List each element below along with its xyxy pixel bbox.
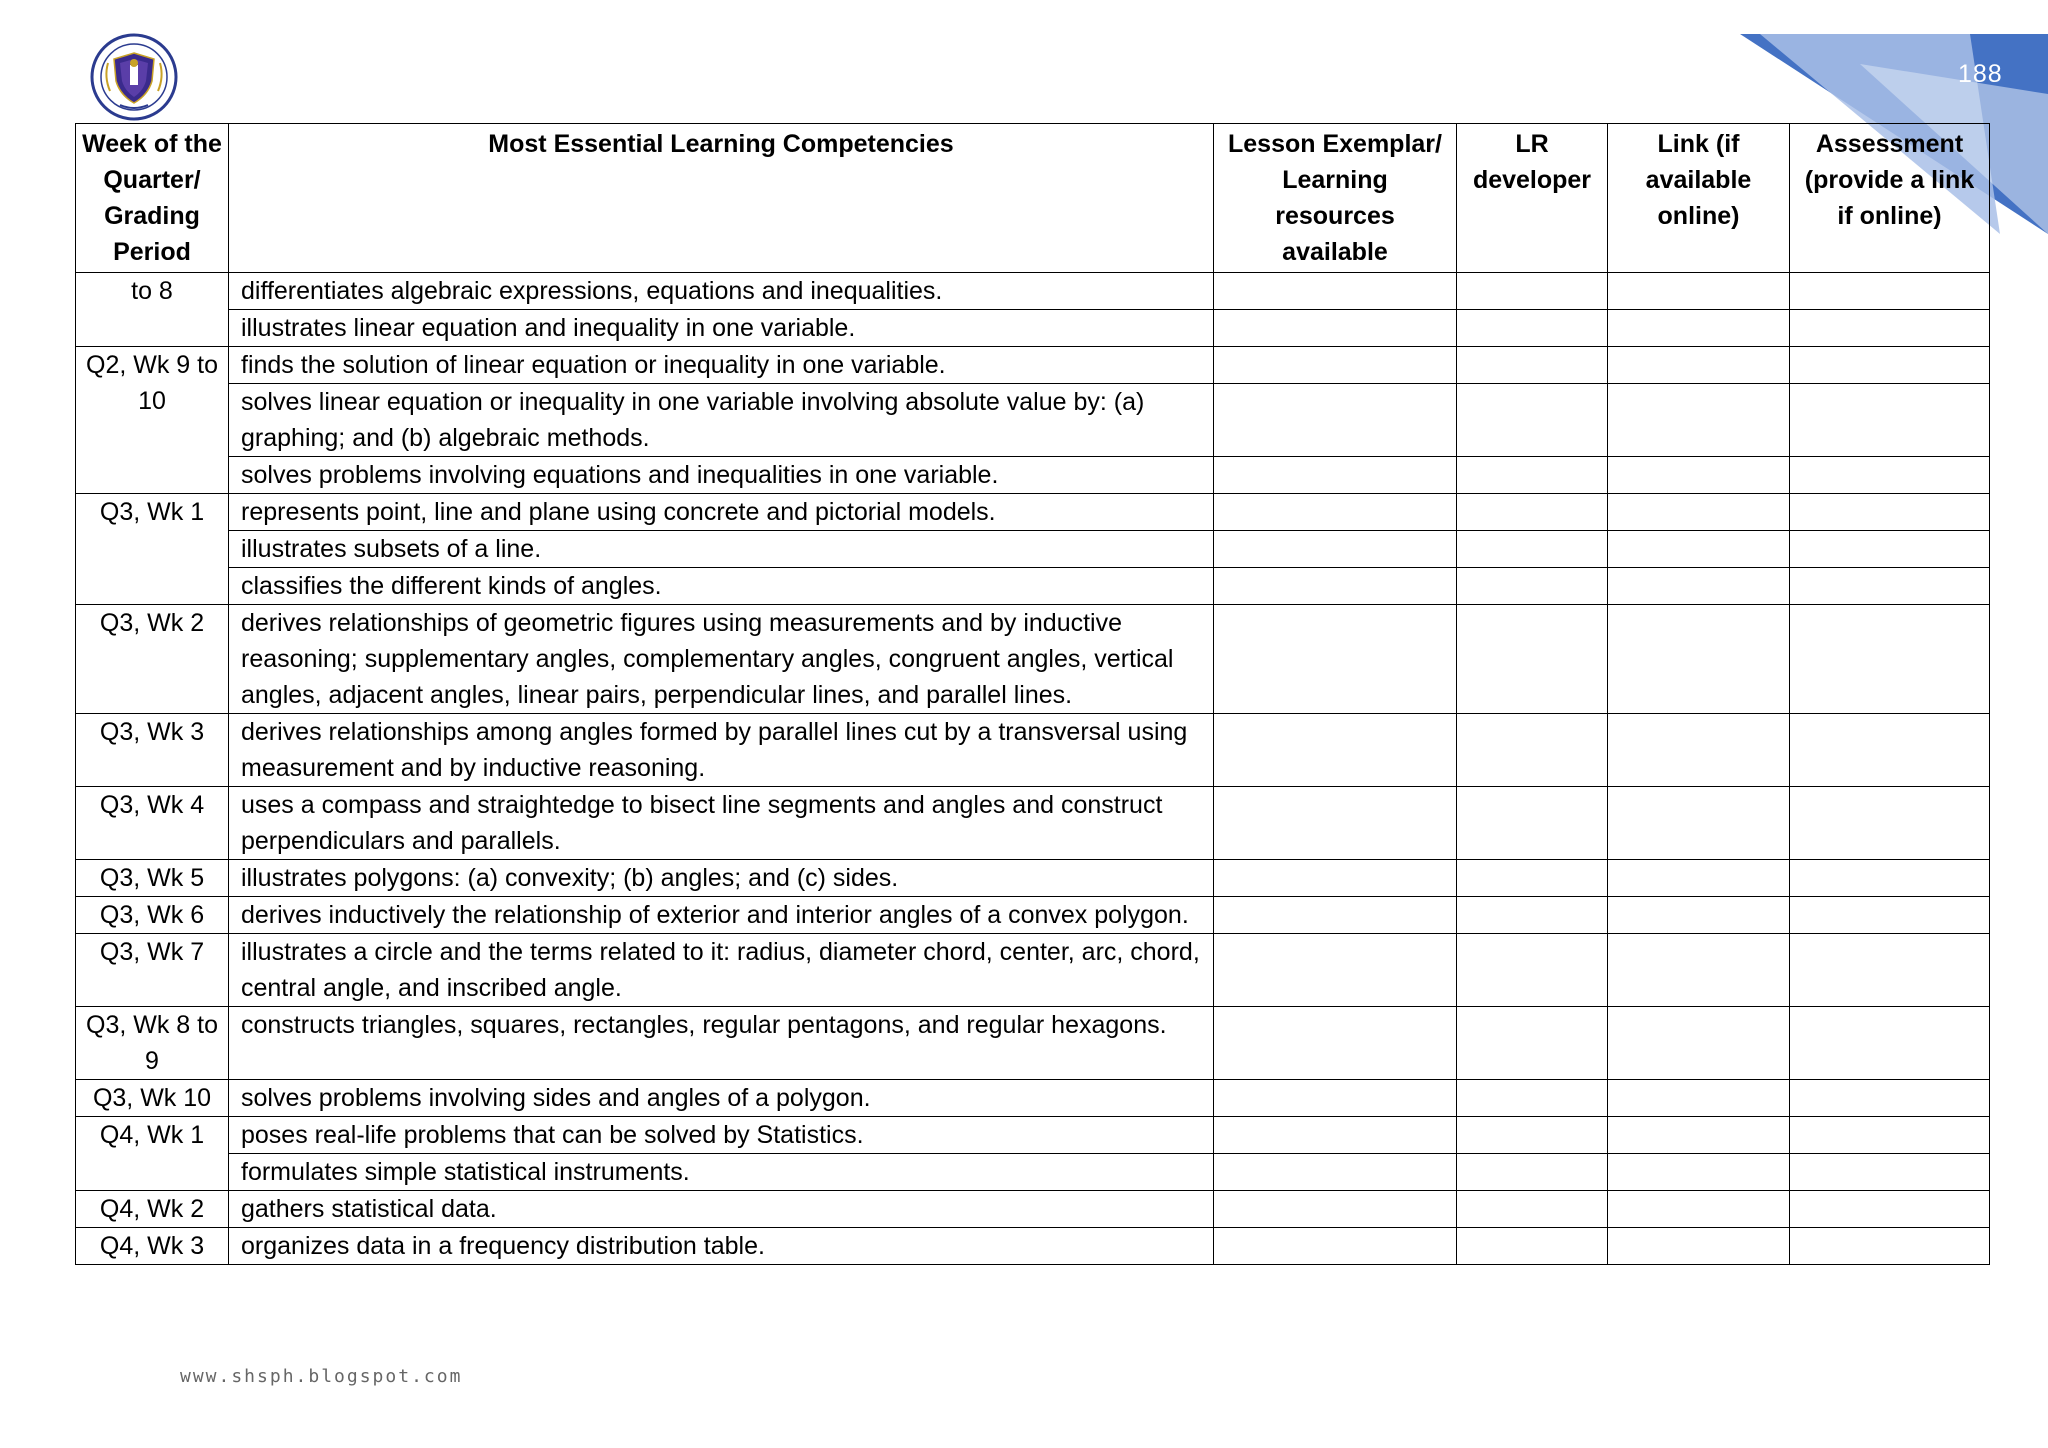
lr-developer-cell [1457, 347, 1608, 384]
footer-watermark-url: www.shsph.blogspot.com [180, 1366, 463, 1387]
link-cell [1608, 1154, 1790, 1191]
table-header-row [76, 124, 1990, 273]
competency-cell: solves problems involving sides and angles of a polygon. [229, 1080, 1214, 1117]
competency-cell: gathers statistical data. [229, 1191, 1214, 1228]
assessment-cell [1790, 860, 1990, 897]
competency-cell: constructs triangles, squares, rectangles, regular pentagons, and regular hexagons. [229, 1007, 1214, 1080]
table-row [76, 273, 1990, 310]
week-cell: Q3, Wk 8 to 9 [76, 1007, 229, 1080]
lesson-exemplar-cell [1214, 568, 1457, 605]
assessment-cell [1790, 1228, 1990, 1265]
assessment-cell [1790, 714, 1990, 787]
competency-cell: finds the solution of linear equation or inequality in one variable. [229, 347, 1214, 384]
week-cell: Q3, Wk 4 [76, 787, 229, 860]
header-link: Link (if available online) [1608, 124, 1790, 273]
table-row [76, 1228, 1990, 1265]
lr-developer-cell [1457, 1117, 1608, 1154]
link-cell [1608, 605, 1790, 714]
assessment-cell [1790, 1117, 1990, 1154]
assessment-cell [1790, 897, 1990, 934]
table-row [76, 1007, 1990, 1080]
lesson-exemplar-cell [1214, 273, 1457, 310]
table-row [76, 787, 1990, 860]
week-cell: Q4, Wk 3 [76, 1228, 229, 1265]
week-cell: Q2, Wk 9 to 10 [76, 347, 229, 494]
lesson-exemplar-cell [1214, 1191, 1457, 1228]
lesson-exemplar-cell [1214, 787, 1457, 860]
link-cell [1608, 714, 1790, 787]
table-row [76, 605, 1990, 714]
link-cell [1608, 310, 1790, 347]
table-row [76, 1117, 1990, 1154]
competency-cell: classifies the different kinds of angles. [229, 568, 1214, 605]
assessment-cell [1790, 1080, 1990, 1117]
competency-cell: illustrates polygons: (a) convexity; (b) angles; and (c) sides. [229, 860, 1214, 897]
lr-developer-cell [1457, 384, 1608, 457]
lesson-exemplar-cell [1214, 1007, 1457, 1080]
table-row [76, 384, 1990, 457]
lesson-exemplar-cell [1214, 605, 1457, 714]
assessment-cell [1790, 787, 1990, 860]
table-row [76, 310, 1990, 347]
table-row [76, 860, 1990, 897]
week-cell: Q3, Wk 5 [76, 860, 229, 897]
lr-developer-cell [1457, 934, 1608, 1007]
lesson-exemplar-cell [1214, 1080, 1457, 1117]
table-row [76, 1154, 1990, 1191]
lesson-exemplar-cell [1214, 860, 1457, 897]
lesson-exemplar-cell [1214, 1228, 1457, 1265]
assessment-cell [1790, 384, 1990, 457]
page-number: 188 [1958, 60, 2003, 88]
week-cell: Q3, Wk 10 [76, 1080, 229, 1117]
assessment-cell [1790, 1007, 1990, 1080]
assessment-cell [1790, 347, 1990, 384]
link-cell [1608, 1228, 1790, 1265]
lr-developer-cell [1457, 457, 1608, 494]
lr-developer-cell [1457, 273, 1608, 310]
lesson-exemplar-cell [1214, 494, 1457, 531]
lesson-exemplar-cell [1214, 897, 1457, 934]
week-cell: Q3, Wk 6 [76, 897, 229, 934]
table-row [76, 1191, 1990, 1228]
competency-cell: illustrates subsets of a line. [229, 531, 1214, 568]
lr-developer-cell [1457, 860, 1608, 897]
header-week: Week of the Quarter/ Grading Period [76, 124, 229, 273]
lr-developer-cell [1457, 531, 1608, 568]
lesson-exemplar-cell [1214, 384, 1457, 457]
competency-cell: represents point, line and plane using concrete and pictorial models. [229, 494, 1214, 531]
week-cell: Q3, Wk 2 [76, 605, 229, 714]
week-cell: to 8 [76, 273, 229, 347]
lr-developer-cell [1457, 714, 1608, 787]
assessment-cell [1790, 568, 1990, 605]
table-row [76, 347, 1990, 384]
link-cell [1608, 494, 1790, 531]
link-cell [1608, 457, 1790, 494]
header-assessment: Assessment (provide a link if online) [1790, 124, 1990, 273]
link-cell [1608, 897, 1790, 934]
table-row [76, 494, 1990, 531]
table-row [76, 568, 1990, 605]
link-cell [1608, 1007, 1790, 1080]
table-row [76, 934, 1990, 1007]
competency-cell: differentiates algebraic expressions, equations and inequalities. [229, 273, 1214, 310]
link-cell [1608, 1080, 1790, 1117]
link-cell [1608, 860, 1790, 897]
lr-developer-cell [1457, 1007, 1608, 1080]
competency-cell: solves problems involving equations and inequalities in one variable. [229, 457, 1214, 494]
lesson-exemplar-cell [1214, 1154, 1457, 1191]
assessment-cell [1790, 1154, 1990, 1191]
lesson-exemplar-cell [1214, 457, 1457, 494]
lesson-exemplar-cell [1214, 531, 1457, 568]
lr-developer-cell [1457, 494, 1608, 531]
week-cell: Q4, Wk 2 [76, 1191, 229, 1228]
link-cell [1608, 531, 1790, 568]
table-row [76, 714, 1990, 787]
melc-table [75, 123, 1990, 1265]
link-cell [1608, 787, 1790, 860]
assessment-cell [1790, 273, 1990, 310]
lr-developer-cell [1457, 787, 1608, 860]
lesson-exemplar-cell [1214, 934, 1457, 1007]
lr-developer-cell [1457, 1154, 1608, 1191]
table-row [76, 1080, 1990, 1117]
assessment-cell [1790, 494, 1990, 531]
lr-developer-cell [1457, 1080, 1608, 1117]
week-cell: Q3, Wk 1 [76, 494, 229, 605]
assessment-cell [1790, 605, 1990, 714]
table-row [76, 897, 1990, 934]
assessment-cell [1790, 457, 1990, 494]
lr-developer-cell [1457, 1191, 1608, 1228]
link-cell [1608, 1117, 1790, 1154]
assessment-cell [1790, 1191, 1990, 1228]
assessment-cell [1790, 934, 1990, 1007]
lr-developer-cell [1457, 897, 1608, 934]
competency-cell: formulates simple statistical instruments. [229, 1154, 1214, 1191]
week-cell: Q3, Wk 3 [76, 714, 229, 787]
table-row [76, 457, 1990, 494]
link-cell [1608, 934, 1790, 1007]
header-lesson-exemplar: Lesson Exemplar/ Learning resources available [1214, 124, 1457, 273]
lr-developer-cell [1457, 1228, 1608, 1265]
lesson-exemplar-cell [1214, 1117, 1457, 1154]
header-competencies: Most Essential Learning Competencies [229, 124, 1214, 273]
deped-seal-logo [86, 33, 182, 121]
competency-cell: illustrates a circle and the terms related to it: radius, diameter chord, center, arc, chord, central angle, and inscribed angle. [229, 934, 1214, 1007]
header-lr-developer: LR developer [1457, 124, 1608, 273]
competency-cell: derives inductively the relationship of exterior and interior angles of a convex polygon. [229, 897, 1214, 934]
link-cell [1608, 1191, 1790, 1228]
competency-cell: illustrates linear equation and inequality in one variable. [229, 310, 1214, 347]
lesson-exemplar-cell [1214, 310, 1457, 347]
competency-cell: derives relationships among angles formed by parallel lines cut by a transversal using measurement and by inductive reasoning. [229, 714, 1214, 787]
assessment-cell [1790, 310, 1990, 347]
lesson-exemplar-cell [1214, 347, 1457, 384]
competency-cell: organizes data in a frequency distribution table. [229, 1228, 1214, 1265]
week-cell: Q3, Wk 7 [76, 934, 229, 1007]
link-cell [1608, 347, 1790, 384]
competency-cell: poses real-life problems that can be solved by Statistics. [229, 1117, 1214, 1154]
link-cell [1608, 273, 1790, 310]
competency-cell: derives relationships of geometric figures using measurements and by inductive reasoning; supplementary angles, complementary angles, congruent angles, vertical angles, adjacent angles, linear pairs, perpendicular lines, and parallel lines. [229, 605, 1214, 714]
assessment-cell [1790, 531, 1990, 568]
lesson-exemplar-cell [1214, 714, 1457, 787]
lr-developer-cell [1457, 310, 1608, 347]
competency-cell: uses a compass and straightedge to bisect line segments and angles and construct perpendiculars and parallels. [229, 787, 1214, 860]
link-cell [1608, 568, 1790, 605]
competency-cell: solves linear equation or inequality in one variable involving absolute value by: (a) graphing; and (b) algebraic methods. [229, 384, 1214, 457]
table-row [76, 531, 1990, 568]
week-cell: Q4, Wk 1 [76, 1117, 229, 1191]
link-cell [1608, 384, 1790, 457]
lr-developer-cell [1457, 605, 1608, 714]
lr-developer-cell [1457, 568, 1608, 605]
